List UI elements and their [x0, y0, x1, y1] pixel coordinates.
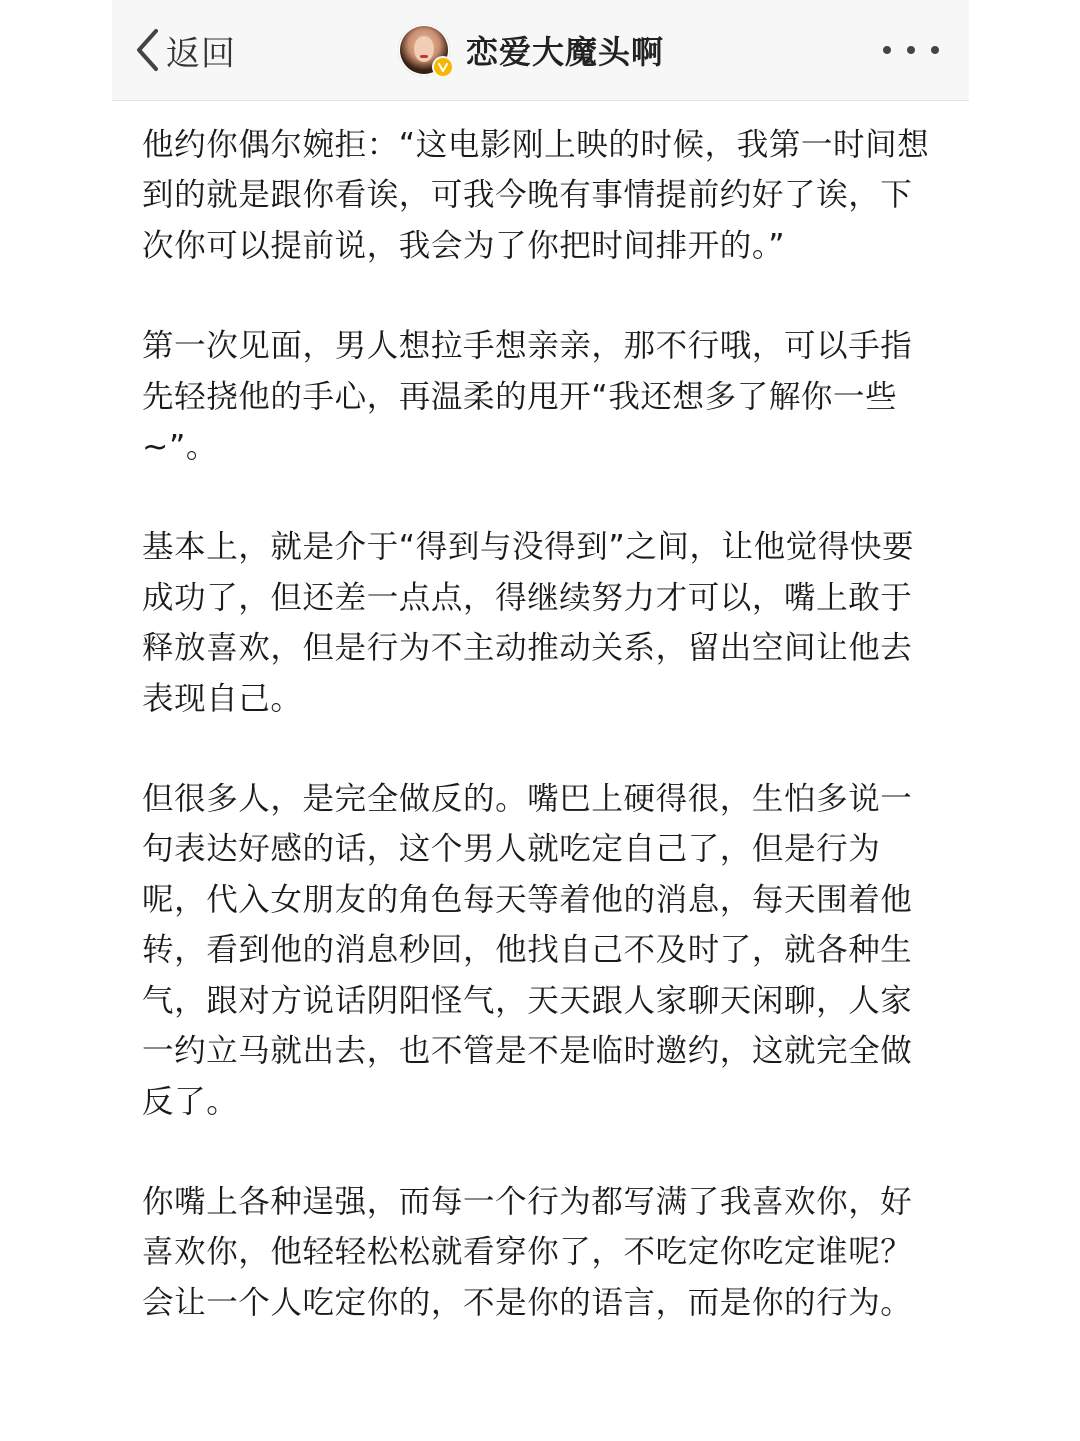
author-profile[interactable]	[398, 20, 664, 80]
avatar-lips	[420, 55, 428, 58]
chevron-left-icon	[134, 28, 160, 72]
back-button[interactable]	[134, 22, 236, 78]
post-paragraph: 但很多人，是完全做反的。嘴巴上硬得很，生怕多说一句表达好感的话，这个男人就吃定自己了，但是行为呢，代入女朋友的角色每天等着他的消息，每天围着他转，看到他的消息秒回，他找自己不及时了，就各种生气，跟对方说话阴阳怪气，天天跟人家聊天闲聊，人家一约立马就出去，也不管是不是临时邀约，这就完全做反了。	[142, 781, 913, 1120]
post-paragraph: 他约你偶尔婉拒：“这电影刚上映的时候，我第一时间想到的就是跟你看诶，可我今晚有事情提前约好了诶，下次你可以提前说，我会为了你把时间排开的。”	[142, 127, 930, 264]
verified-badge-icon	[432, 56, 454, 78]
post-body	[142, 120, 942, 1378]
avatar-face	[414, 36, 434, 62]
back-label: 返回	[166, 33, 236, 74]
post-paragraph: 基本上，就是介于“得到与没得到”之间，让他觉得快要成功了，但还差一点点，得继续努力才可以，嘴上敢于释放喜欢，但是行为不主动推动关系，留出空间让他去表现自己。	[142, 529, 915, 717]
post-paragraph: 你嘴上各种逞强，而每一个行为都写满了我喜欢你，好喜欢你，他轻轻松松就看穿你了，不吃定你吃定谁呢？会让一个人吃定你的，不是你的语言，而是你的行为。	[142, 1183, 913, 1321]
more-dot-icon	[931, 46, 939, 54]
post-paragraph: 第一次见面，男人想拉手想亲亲，那不行哦，可以手指先轻挠他的手心，再温柔的甩开“我还想多了解你一些~”。	[142, 328, 913, 466]
author-name[interactable]: 恋爱大魔头啊	[466, 33, 665, 71]
more-button[interactable]	[883, 38, 939, 62]
more-dot-icon	[883, 46, 891, 54]
post-screen	[112, 0, 969, 1441]
avatar[interactable]	[398, 24, 450, 76]
top-navbar	[112, 0, 969, 101]
more-dot-icon	[907, 46, 915, 54]
